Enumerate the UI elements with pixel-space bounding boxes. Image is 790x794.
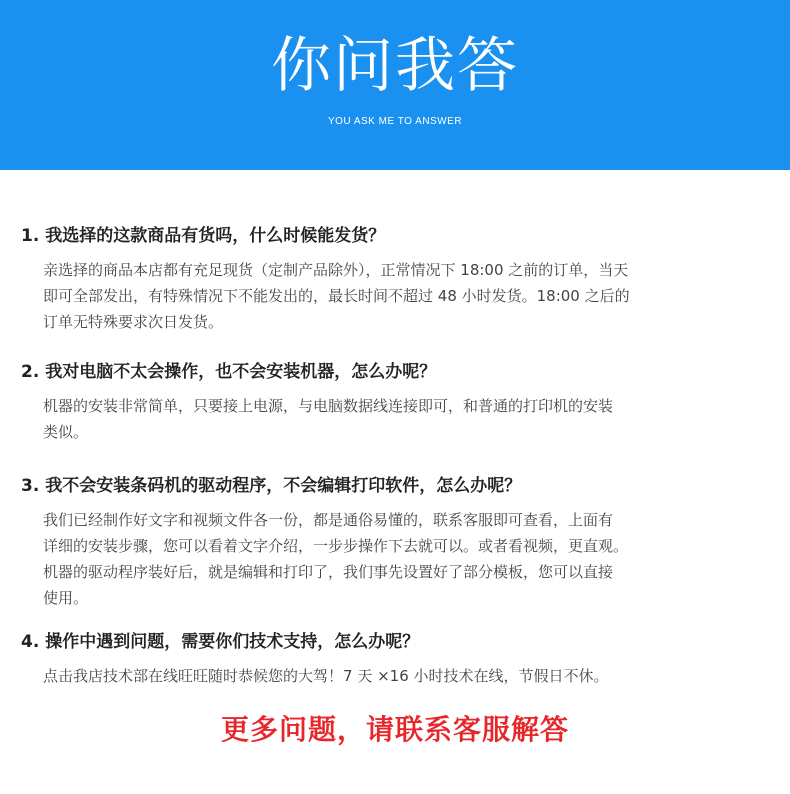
contact-support-cta: 更多问题，请联系客服解答: [220, 713, 569, 746]
faq-answer-4: [43, 663, 783, 689]
answer-line: 订单无特殊要求次日发货。: [43, 313, 224, 331]
faq-question-1: 1. 我选择的这款商品有货吗，什么时候能发货？: [21, 226, 386, 246]
answer-line: 机器的安装非常简单，只要接上电源，与电脑数据线连接即可，和普通的打印机的安装: [43, 397, 614, 415]
answer-line: 类似。: [43, 423, 89, 441]
answer-line: 我们已经制作好文字和视频文件各一份，都是通俗易懂的，联系客服即可查看，上面有: [43, 511, 614, 529]
faq-question-3: 3. 我不会安装条码机的驱动程序，不会编辑打印软件，怎么办呢？: [21, 476, 522, 496]
page-title: 你问我答: [271, 31, 519, 101]
faq-answer-1: [43, 257, 783, 335]
page-subtitle: YOU ASK ME TO ANSWER: [327, 116, 463, 127]
answer-line: 点击我店技术部在线旺旺随时恭候您的大驾！7 天 ×16 小时技术在线，节假日不休。: [43, 667, 609, 685]
faq-answer-2: [43, 393, 783, 445]
answer-line: 即可全部发出，有特殊情况下不能发出的，最长时间不超过 48 小时发货。18:00 之后的: [43, 287, 630, 305]
answer-line: 机器的驱动程序装好后，就是编辑和打印了，我们事先设置好了部分模板，您可以直接: [43, 563, 614, 581]
answer-line: 亲选择的商品本店都有充足现货（定制产品除外），正常情况下 18:00 之前的订单，当天: [43, 261, 629, 279]
header-banner: [0, 0, 790, 170]
answer-line: 详细的安装步骤，您可以看着文字介绍，一步步操作下去就可以。或者看视频，更直观。: [43, 537, 629, 555]
answer-line: 使用。: [43, 589, 89, 607]
faq-question-4: 4. 操作中遇到问题，需要你们技术支持，怎么办呢？: [21, 632, 420, 652]
faq-question-2: 2. 我对电脑不太会操作，也不会安装机器，怎么办呢？: [21, 362, 437, 382]
faq-answer-3: [43, 507, 783, 611]
